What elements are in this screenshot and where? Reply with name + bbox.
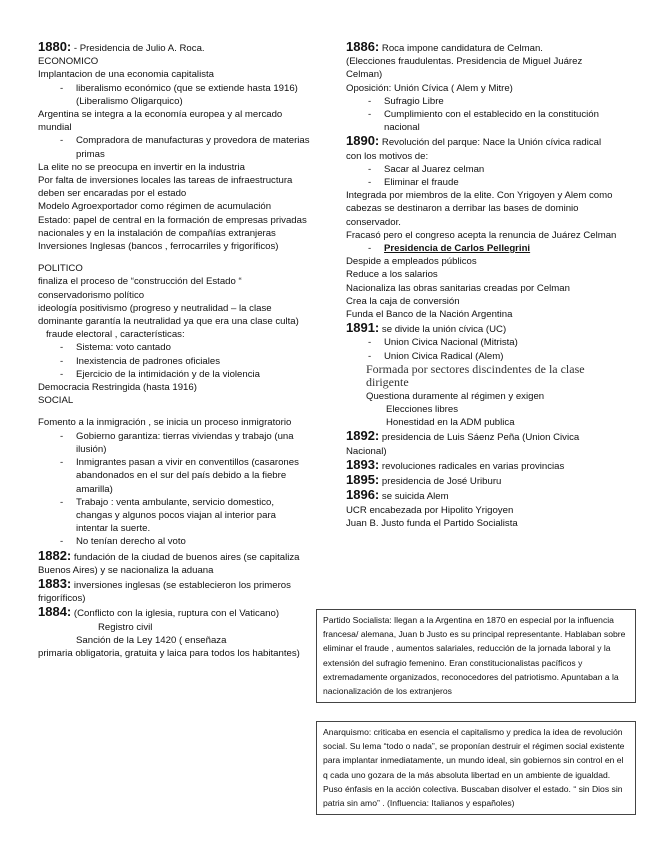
bullets-1890 xyxy=(346,163,618,189)
bullet-item: - Eliminar el fraude xyxy=(346,176,618,189)
r-line-2: Oposición: Unión Cívica ( Alem y Mitre) xyxy=(346,82,513,94)
r-line-13: Honestidad en la ADM publica xyxy=(386,417,515,429)
r-line-15: Juan B. Justo funda el Partido Socialista xyxy=(346,517,518,529)
heading-1880 xyxy=(38,40,310,55)
pol-line-1: finaliza el proceso de “construcción del Estado “ xyxy=(38,276,242,288)
entry-1896 xyxy=(346,488,618,503)
entry-1895 xyxy=(346,473,618,488)
year-1896: 1896: xyxy=(346,487,380,503)
year-1883: 1883: xyxy=(38,575,72,591)
r-line-12: Elecciones libres xyxy=(386,404,458,416)
entry-1884-b: Sanción de la Ley 1420 ( enseñaza xyxy=(76,634,227,646)
soc-bullets xyxy=(38,430,310,549)
bullet-item: - No tenían derecho al voto xyxy=(38,535,310,548)
text-1891: se divide la unión cívica (UC) xyxy=(379,324,507,336)
year-1895: 1895: xyxy=(346,472,380,488)
r-line-9: Funda el Banco de la Nación Argentina xyxy=(346,309,513,321)
year-1891: 1891: xyxy=(346,320,380,336)
bullet-item: - Sufragio Libre xyxy=(346,95,618,108)
pellegrini-heading: Presidencia de Carlos Pellegrini xyxy=(384,243,531,255)
bullet-item: - Inexistencia de padrones oficiales xyxy=(38,355,310,368)
pol-line-4: fraude electoral , características: xyxy=(46,329,185,341)
year-1892: 1892: xyxy=(346,428,380,444)
text-1895: presidencia de José Uriburu xyxy=(379,476,502,488)
soc-line-1: Fomento a la inmigración , se inicia un proceso inmigratorio xyxy=(38,417,292,429)
eco-line-7: Inversiones Inglesas (bancos , ferrocarriles y frigoríficos) xyxy=(38,241,279,253)
bullet-item: - Gobierno garantiza: tierras viviendas y trabajo (una ilusión) xyxy=(38,430,310,456)
spacer xyxy=(38,407,310,416)
r-line-14: UCR encabezada por Hipolito Yrigoyen xyxy=(346,504,514,516)
eco-line-3: La elite no se preocupa en invertir en la industria xyxy=(38,161,245,173)
bullet-item: - Sacar al Juarez celman xyxy=(346,163,618,176)
bullet-item: - Inmigrantes pasan a vivir en conventillos (casarones abandonados en el sur del país debido a la fiebre amarilla) xyxy=(38,456,310,496)
left-column xyxy=(38,40,310,660)
year-1890: 1890: xyxy=(346,133,380,149)
partido-socialista-box: Partido Socialista: llegan a la Argentina en 1870 en especial por la influencia francesa/ alemana, Juan b Justo es su principal representante. Hablaban sobre eliminar el fraude , aumentos salariales, reducción de la jornada laboral y la extensión del sufragio femenino. Eran constitucionalistas pacíficos y extremadamente organizados, reconocedores del patriotismo. Apuntaban a la nacionalización de los extranjeros xyxy=(316,609,636,703)
text-1893: revoluciones radicales en varias provincias xyxy=(379,460,565,472)
text-1883: inversiones inglesas (se establecieron los primeros frigoríficos) xyxy=(38,579,291,605)
r-line-8: Crea la caja de conversión xyxy=(346,295,460,307)
year-1884: 1884: xyxy=(38,604,72,620)
pol-line-5: Democracia Restringida (hasta 1916) xyxy=(38,382,197,394)
pol-line-3: ideología positivismo (progreso y neutralidad – la clase dominante garantía la neutralidad ya que era una clase culta) xyxy=(38,302,299,328)
eco-line-2: Argentina se integra a la economía europea y al mercado mundial xyxy=(38,109,283,134)
bullet-item: - Compradora de manufacturas y provedora de materias primas xyxy=(38,134,310,160)
entry-1893 xyxy=(346,458,618,473)
eco-bullets-2 xyxy=(38,134,310,160)
pol-line-2: conservadorismo político xyxy=(38,289,145,301)
entry-1886 xyxy=(346,40,618,55)
heading-1880-text: - Presidencia de Julio A. Roca. xyxy=(71,43,205,54)
text-1884: (Conflicto con la iglesia, ruptura con el Vaticano) xyxy=(71,608,280,620)
year-1893: 1893: xyxy=(346,456,380,472)
eco-line-4: Por falta de inversiones locales las tareas de infraestructura deben ser encaradas por el estado xyxy=(38,175,293,200)
bullet-item: - Trabajo : venta ambulante, servicio domestico, changas y algunos pocos viajan al interior para intentar la suerte. xyxy=(38,496,310,536)
text-1886: Roca impone candidatura de Celman. xyxy=(379,43,543,54)
pol-bullets xyxy=(38,341,310,381)
bullet-item xyxy=(346,242,618,255)
text-1892: presidencia de Luis Sáenz Peña (Union Civica Nacional) xyxy=(346,432,580,457)
entry-1892 xyxy=(346,429,618,457)
eco-line-6: Estado: papel de central en la formación de empresas privadas nacionales y en la instalación de compañías extranjeras xyxy=(38,214,307,239)
bullets-1886 xyxy=(346,95,618,135)
r-line-10: Formada por sectores discindentes de la clase dirigente xyxy=(366,361,585,390)
entry-1884 xyxy=(38,605,310,620)
entry-1891 xyxy=(346,321,618,336)
eco-bullets-1 xyxy=(38,82,310,108)
entry-1884-c: primaria obligatoria, gratuita y laica para todos los habitantes) xyxy=(38,647,300,659)
entry-1884-a: Registro civil xyxy=(98,621,153,633)
bullet-item: - Ejercicio de la intimidación y de la violencia xyxy=(38,368,310,381)
bullet-item: - Sistema: voto cantado xyxy=(38,341,310,354)
text-1882: fundación de la ciudad de buenos aires (se capitaliza Buenos Aires) y se nacionaliza la aduana xyxy=(38,551,300,576)
r-line-11: Questiona duramente al régimen y exigen xyxy=(366,390,545,402)
bullets-1891 xyxy=(346,336,618,362)
entry-1883 xyxy=(38,577,310,605)
r-line-1: (Elecciones fraudulentas. Presidencia de Miguel Juárez Celman) xyxy=(346,56,583,81)
bullet-item: - Union Civica Nacional (Mitrista) xyxy=(346,336,618,349)
r-line-3: Integrada por miembros de la elite. Con Yrigoyen y Alem como cabezas se destinaron a derribar las bases de dominio conservador. xyxy=(346,190,613,228)
year-1886: 1886: xyxy=(346,39,380,54)
bullet-item: - Union Civica Radical (Alem) xyxy=(346,350,618,363)
year-1882: 1882: xyxy=(38,547,72,563)
section-politico: POLITICO xyxy=(38,263,83,275)
r-line-4: Fracasó pero el congreso acepta la renuncia de Juárez Celman xyxy=(346,229,617,241)
eco-line-5: Modelo Agroexportador como régimen de acumulación xyxy=(38,201,272,213)
entry-1890 xyxy=(346,134,618,162)
eco-line-1: Implantacion de una economia capitalista xyxy=(38,69,214,81)
anarquismo-box: Anarquismo: criticaba en esencia el capitalismo y predica la idea de revolución social. Su lema “todo o nada”, se proponían destruir el régimen social existente para implantar inmediatamente, un mundo ideal, sin gobiernos sin control en el q cada uno gozara de la más absoluta libertad en un ambiente de igualdad. Puso énfasis en la acción colectiva. Buscaban disolver el estado. “ sin Dios sin patria sin amo” . (Influencia: Italianos y españoles) xyxy=(316,721,636,815)
r-line-7: Nacionaliza las obras sanitarias creadas por Celman xyxy=(346,282,570,294)
section-economico: ECONOMICO xyxy=(38,56,99,68)
section-social: SOCIAL xyxy=(38,395,74,407)
bullet-item: - Cumplimiento con el establecido en la constitución nacional xyxy=(346,108,618,134)
year-1880: 1880: xyxy=(38,39,72,54)
bullets-pellegrini xyxy=(346,242,618,255)
bullet-item: - liberalismo económico (que se extiende hasta 1916) (Liberalismo Oligarquico) xyxy=(38,82,310,108)
entry-1882 xyxy=(38,549,310,577)
spacer xyxy=(38,253,310,262)
right-column xyxy=(346,40,618,530)
text-1890: Revolución del parque: Nace la Unión cívica radical con los motivos de: xyxy=(346,137,602,162)
text-1896: se suicida Alem xyxy=(379,491,449,503)
r-line-5: Despide a empleados públicos xyxy=(346,256,477,268)
r-line-6: Reduce a los salarios xyxy=(346,269,438,281)
